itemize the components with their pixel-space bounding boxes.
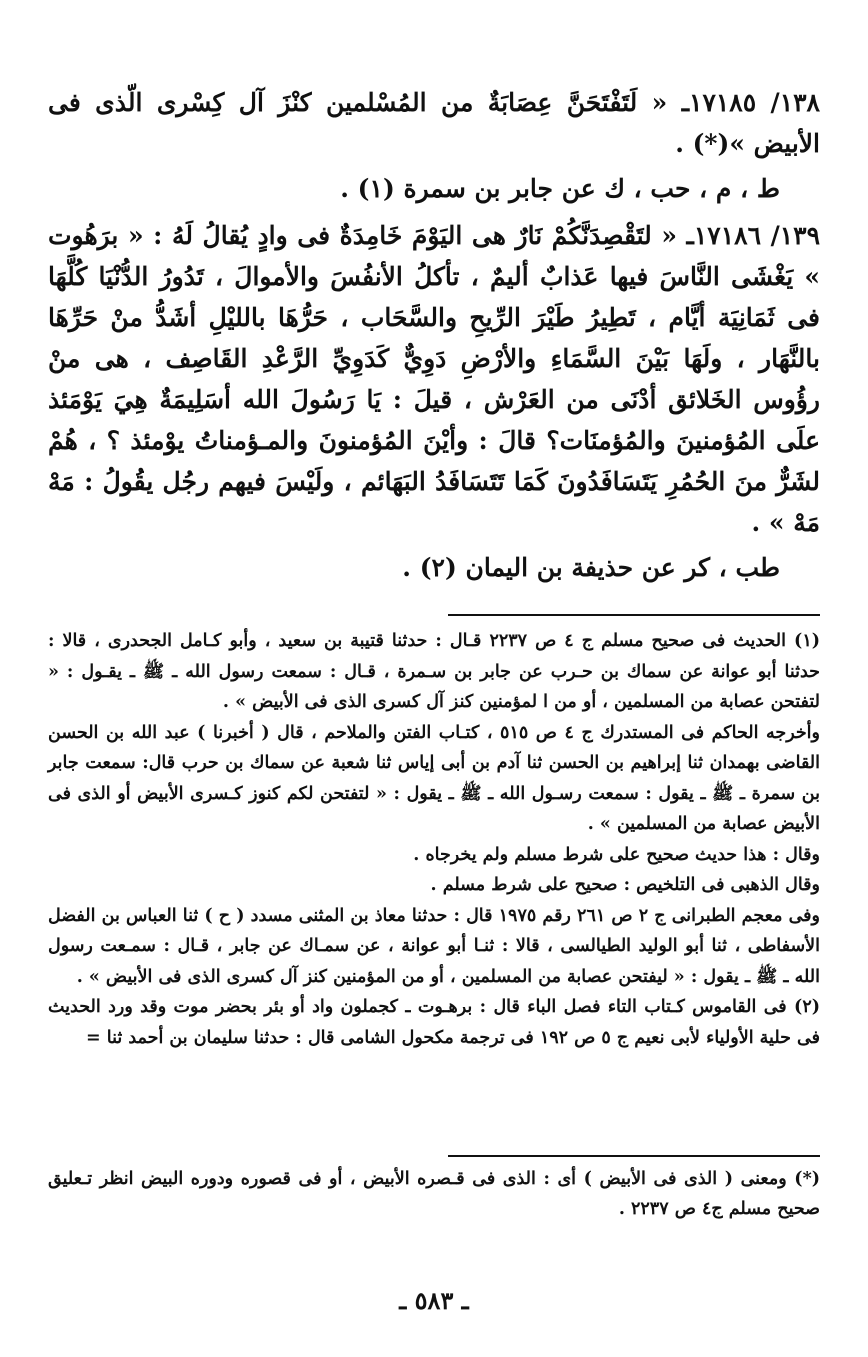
footnote-1-para-2: وأخرجه الحاكم فى المستدرك ج ٤ ص ٥١٥ ، كتـاب الفتن والملاحم ، قال ( أخبرنا ) عبد الله بن الحسن القاضى بهمدان ثنا إبراهيم بن الحسن ثنا آدم بن أبى إياس ثنا شعبة عن سماك بن حرب قال: سمعت جابر بن سمرة ـ ﷺ ـ يقول : سمعت رسـول الله ـ ﷺ ـ يقول : « لتفتحن لكم كنوز كـسرى الأبيض أو الذى فى الأبيض عصابة من المسلمين » .: [48, 722, 820, 834]
footnote-1-para-1: (١) الحديث فى صحيح مسلم ج ٤ ص ٢٢٣٧ قـال : حدثنا قتيبة بن سعيد ، وأبو كـامل الجحدرى ، قالا : حدثنا أبو عوانة عن سماك بن حـرب عن جابر بن سـمرة ، قـال : سمعت رسول الله ـ ﷺ ـ يقـول : « لتفتحن عصابة من المسلمين ، أو من ا لمؤمنين كنز آل كسرى الذى فى الأبيض » .: [48, 631, 820, 712]
page-number: ـ ٥٨٣ ـ: [399, 1286, 469, 1315]
footnote-1-para-5: وفى معجم الطبرانى ج ٢ ص ٢٦١ رقم ١٩٧٥ قال : حدثنا معاذ بن المثنى مسدد ( ح ) ثنا العباس بن الفضل الأسفاطى ، ثنا أبو الوليد الطيالسى ، قالا : ثنـا أبو عوانة ، عن سمـاك عن جابر ، قـال : سمـعت رسول الله ـ ﷺ ـ يقول : « ليفتحن عصابة من المسلمين ، أو من المؤمنين كنز آل كسرى الذى فى الأبيض » .: [48, 905, 820, 987]
hadith-139: [48, 215, 820, 588]
star-note-divider: [448, 1155, 820, 1157]
star-note-text: (*) ومعنى ( الذى فى الأبيض ) أى : الذى فى قـصره الأبيض ، أو فى قصوره ودوره البيض انظر تـعليق صحيح مسلم ج٤ ص ٢٢٣٧ .: [48, 1169, 820, 1219]
hadith-138-source: ط ، م ، حب ، ك عن جابر بن سمرة (١) .: [340, 174, 780, 203]
main-text-block: [48, 82, 820, 594]
star-note-block: [48, 1164, 820, 1224]
footnote-2: (٢) فى القاموس كـتاب التاء فصل الباء قال : برهـوت ـ كجملون واد أو بئر بحضر موت وقد ورد الحديث فى حلية الأولياء لأبى نعيم ج ٥ ص ١٩٢ فى ترجمة مكحول الشامى قال : حدثنا سليمان بن أحمد ثنا =: [48, 997, 820, 1048]
hadith-138-text: ١٣٨/ ١٧١٨٥ـ « لَتَفْتَحَنَّ عِصَابَةٌ من المُسْلمين كنْزَ آل كِسْرى الّذى فى الأبيض »(*) .: [48, 88, 820, 158]
hadith-139-source: طب ، كر عن حذيفة بن اليمان (٢) .: [402, 553, 780, 582]
footnote-1-para-3: وقال : هذا حديث صحيح على شرط مسلم ولم يخرجاه .: [413, 844, 820, 865]
hadith-138: [48, 82, 820, 209]
footnote-divider: [448, 614, 820, 616]
footnote-1-para-4: وقال الذهبى فى التلخيص : صحيح على شرط مسلم .: [430, 875, 820, 895]
footnotes-block: [48, 626, 820, 1053]
hadith-139-text: ١٣٩/ ١٧١٨٦ـ « لتَقْصِدَنَّكُمْ نَارٌ هى اليَوْمَ خَامِدَةٌ فى وادٍ يُقالُ لَهُ : « برَهُوت » يَغْشَى النَّاسَ فيها عَذابٌ أليمٌ ، تأكلُ الأنفُسَ والأموالَ ، تَدُورُ الدُّنْيَا كُلَّهَا فى ثَمَانِيَة أيَّام ، تَطِيرُ طَيْرَ الرِّيحِ والسَّحَاب ، حَرُّهَا بالليْلِ أشَدُّ منْ حَرِّهَا بالنَّهَار ، ولَهَا بَيْنَ السَّمَاءِ والأرْضِ دَوِيٌّ كَدَوِيِّ الرَّعْدِ القَاصِف ، هى منْ رؤُوس الخَلائق أدْنَى من العَرْش ، قيلَ : يَا رَسُولَ الله أسَلِيمَةٌ هِيَ يَوْمَئذ علَى المُؤمنينَ والمُؤمنَات؟ قالَ : وأيْنَ المُؤمنونَ والمـؤمناتُ يوْمئذ ؟ ، هُمْ لشَرٌّ منَ الحُمُرِ يَتَسَافَدُونَ كَمَا تَتَسَافَدُ البَهَائم ، ولَيْسَ فيهم رجُل يقُولُ : مَهْ مَهْ » .: [48, 221, 821, 537]
